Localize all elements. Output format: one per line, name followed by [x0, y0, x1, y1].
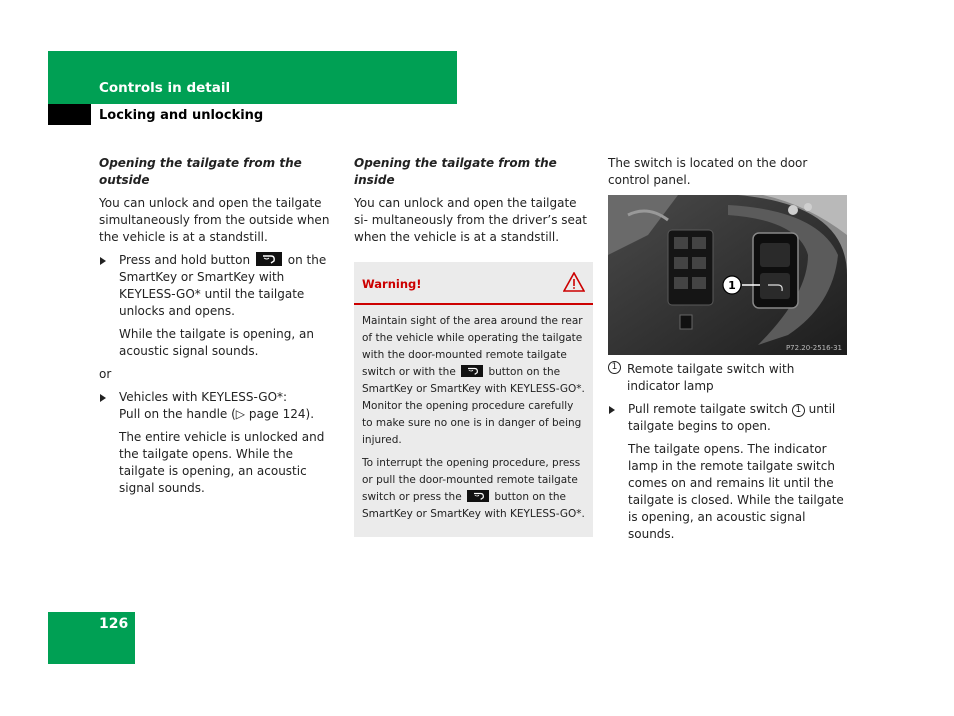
- page-number: 126: [99, 616, 129, 632]
- heading-inside: Opening the tailgate from the inside: [354, 156, 557, 187]
- note-unlocked: The entire vehicle is unlocked and the tailgate opens. While the tailgate is opening, an acoustic signal sounds.: [119, 430, 325, 495]
- warning-box: [354, 262, 593, 537]
- heading-outside: Opening the tailgate from the outside: [99, 156, 302, 187]
- door-panel-photo: [608, 195, 847, 355]
- warning-paragraph-2: To interrupt the opening procedure, press or pull the door-mounted remote tailgate switch or press the button on the SmartKey or SmartKey with KEYLESS-GO*.: [362, 457, 585, 520]
- intro-switch: The switch is located on the door control panel.: [608, 156, 808, 187]
- or-text: or: [99, 367, 112, 381]
- section-title: Controls in detail: [99, 80, 231, 96]
- intro-outside: You can unlock and open the tailgate simultaneously from the outside when the vehicle is at a standstill.: [99, 196, 330, 244]
- note-tailgate-opens: The tailgate opens. The indicator lamp in the remote tailgate switch comes on and remains lit until the tailgate is closed. While the tailgate is opening, an acoustic signal sounds.: [628, 442, 844, 541]
- step-pull-switch: Pull remote tailgate switch 1 until tailgate begins to open.: [608, 401, 848, 435]
- tailgate-key-icon: [467, 490, 489, 502]
- column-inside: [354, 155, 594, 537]
- step-press-button: Press and hold button on the SmartKey or SmartKey with KEYLESS-GO* until the tailgate unlocks and opens.: [99, 252, 339, 320]
- intro-inside: You can unlock and open the tailgate si- multaneously from the driver’s seat when the vehicle is at a standstill.: [354, 196, 587, 244]
- warning-triangle-icon: [563, 272, 585, 297]
- warning-title: Warning!: [362, 277, 422, 291]
- header-marker: [48, 104, 91, 125]
- column-switch: [608, 155, 848, 549]
- tailgate-key-icon: [256, 252, 282, 266]
- step-keyless-go: Vehicles with KEYLESS-GO*: Pull on the handle (▷ page 124).: [99, 389, 339, 423]
- step-number: 1: [792, 404, 805, 417]
- column-outside: [99, 155, 339, 503]
- caption-number: 1: [608, 361, 621, 374]
- warning-paragraph-1: Maintain sight of the area around the rear of the vehicle while operating the tailgate with the door-mounted remote tailgate switch or with the button on the SmartKey or SmartKey with KEYLESS-GO*. Monitor the opening procedure carefully to make sure no one is in danger of being injured.: [362, 315, 585, 446]
- tailgate-key-icon: [461, 365, 483, 377]
- page-reference[interactable]: Pull on the handle (▷ page 124).: [119, 407, 315, 421]
- photo-callout: 1: [728, 279, 736, 292]
- note-acoustic: While the tailgate is opening, an acoustic signal sounds.: [119, 327, 314, 358]
- subsection-title: Locking and unlocking: [99, 108, 264, 123]
- photo-caption: 1 Remote tailgate switch with indicator lamp: [608, 361, 848, 395]
- photo-code: P72.20-2516-31: [785, 344, 842, 352]
- header-band: [48, 51, 457, 104]
